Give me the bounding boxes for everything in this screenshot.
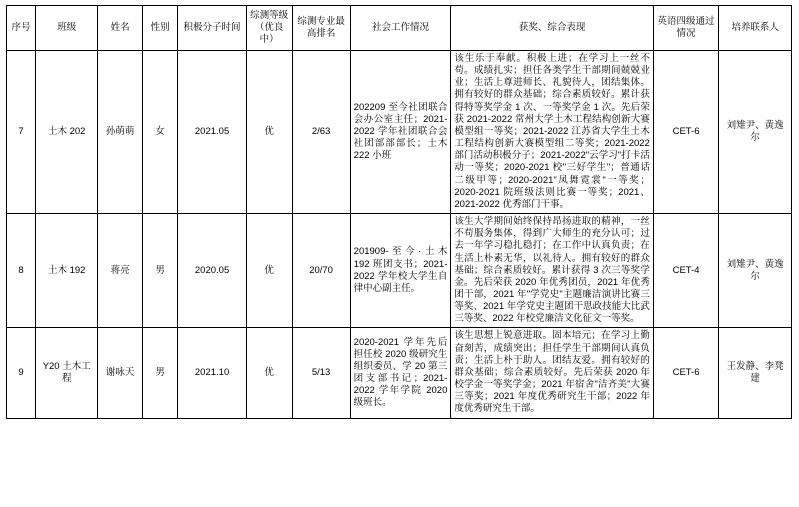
cell-cet: CET-6 <box>653 51 718 214</box>
cell-class: 土木 192 <box>36 214 98 328</box>
cell-activist-date: 2021.05 <box>178 51 247 214</box>
cell-level: 优 <box>246 214 292 328</box>
header-social-work: 社会工作情况 <box>350 6 451 51</box>
cell-activist-date: 2020.05 <box>178 214 247 328</box>
cell-gender: 女 <box>143 51 178 214</box>
cell-awards: 该生思想上锐意进取。固本培元；在学习上勤奋刻苦，成绩突出；担任学生干部期间认真负责；生活上朴于助人。团结友爱。拥有较好的群众基础；综合素质较好。先后荣获 2020 年校学金一等奖学金；2021 年宿舍"洁齐美"大赛三等奖；2021 年度优秀研究生干部；2022 年度优秀研究生干部。 <box>451 328 653 418</box>
cell-awards: 该生乐于奉献。积极上进；在学习上一丝不苟。成绩扎实；担任各类学生干部期间兢兢业业；生活上尊进师长、礼貌待人，团结集体。拥有较好的群众基础；综合素质较好。累计获得特等奖学金 1 次、一等奖学金 1 次。先后荣获 2021-2022 常州大学土木工程结构创新大赛模型组一等奖；2021-2022 江苏省大学生土木工程结构创新大赛模型组二等奖；2021-2022 部门活动积极分子；2021-2022"云学习"打卡活动一等奖；2020-2021 校"三好学生"；普通话二级甲等；2020-2021"凤舞霓裳"一等奖；2020-2021 院班级法则比赛一等奖；2021、2021-2022 优秀部门干事。 <box>451 51 653 214</box>
cell-social-work: 2020-2021 学年先后担任校 2020 级研究生组织委员、学 20 第三团支部书记；2021-2022 学年学院 2020 级班长。 <box>350 328 451 418</box>
cell-index: 8 <box>7 214 36 328</box>
header-level: 综测等级（优良中） <box>246 6 292 51</box>
document-page <box>0 5 799 507</box>
cell-rank: 20/70 <box>292 214 350 328</box>
cell-rank: 5/13 <box>292 328 350 418</box>
header-row <box>7 6 792 51</box>
cell-contact: 王发静、李凳建 <box>719 328 792 418</box>
cell-index: 7 <box>7 51 36 214</box>
cell-contact: 刘雉尹、黄逸尔 <box>719 214 792 328</box>
cell-level: 优 <box>246 328 292 418</box>
table-row <box>7 214 792 328</box>
table-row <box>7 51 792 214</box>
header-rank: 综测专业最高排名 <box>292 6 350 51</box>
cell-rank: 2/63 <box>292 51 350 214</box>
header-activist-date: 积极分子时间 <box>178 6 247 51</box>
table-header <box>7 6 792 51</box>
cell-class: 土木 202 <box>36 51 98 214</box>
cell-class: Y20 土木工程 <box>36 328 98 418</box>
header-name: 姓名 <box>98 6 143 51</box>
cell-gender: 男 <box>143 328 178 418</box>
cell-index: 9 <box>7 328 36 418</box>
header-awards: 获奖、综合表现 <box>451 6 653 51</box>
cell-contact: 刘雉尹、黄逸尔 <box>719 51 792 214</box>
cell-social-work: 202209 至今社团联合会办公室主任；2021-2022 学年社团联合会社团部部部长；土木 222 小班 <box>350 51 451 214</box>
header-gender: 性别 <box>143 6 178 51</box>
cell-awards: 该生大学期间始终保持昂扬进取的精神，一丝不苟服务集体，得到广大师生的充分认可；过去一年学习稳扎稳打；在工作中认真负责；在生活上朴素无华，以礼待人。拥有较好的群众基础；综合素质较好。累计获得 3 次三等奖学金。先后荣获 2020 年优秀团员，2021 年优秀团干部，2021 年"学党史"主题廉洁演讲比赛三等奖、2021 年学党史主题团干思政技能大比武三等奖、2022 年校党廉洁文化征文一等奖。 <box>451 214 653 328</box>
header-cet: 英语四级通过情况 <box>653 6 718 51</box>
table-row <box>7 328 792 418</box>
cell-name: 蒋亮 <box>98 214 143 328</box>
cell-name: 孙萌萌 <box>98 51 143 214</box>
header-index: 序号 <box>7 6 36 51</box>
cell-cet: CET-6 <box>653 328 718 418</box>
header-class: 班级 <box>36 6 98 51</box>
cell-cet: CET-4 <box>653 214 718 328</box>
cell-gender: 男 <box>143 214 178 328</box>
cell-social-work: 201909-至今·土木 192 班团支书；2021-2022 学年校大学生自律中心副主任。 <box>350 214 451 328</box>
cell-name: 谢咏天 <box>98 328 143 418</box>
candidate-table <box>6 5 792 419</box>
cell-level: 优 <box>246 51 292 214</box>
header-contact: 培养联系人 <box>719 6 792 51</box>
cell-activist-date: 2021.10 <box>178 328 247 418</box>
table-body <box>7 51 792 419</box>
